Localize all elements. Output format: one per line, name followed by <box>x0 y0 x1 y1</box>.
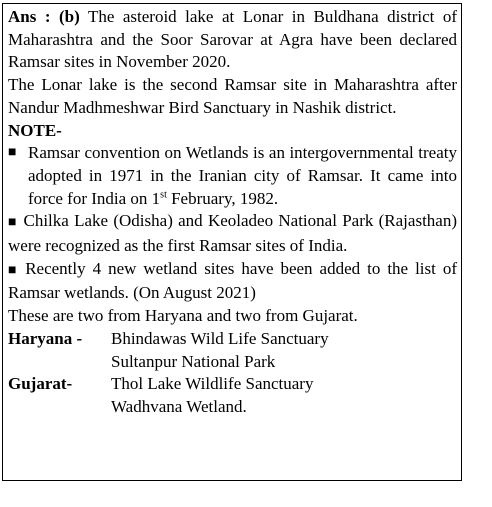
site-name: Sultanpur National Park <box>111 351 276 371</box>
bullet-item-new-sites <box>8 258 457 305</box>
bullet-text: Ramsar convention on Wetlands is an intergovernmental treaty adopted in 1971 in the Iranian city of Ramsar. It came into force for India on 1 <box>28 143 457 208</box>
bullet-text-end: February, 1982. <box>166 188 279 208</box>
answer-box <box>2 3 462 481</box>
lonar-paragraph: The Lonar lake is the second Ramsar site in Maharashtra after Nandur Madhmeshwar Bird Sanctuary in Nashik district. <box>8 75 457 117</box>
answer-prefix: Ans : (b) <box>8 7 80 26</box>
site-name: Wadhvana Wetland. <box>111 396 247 416</box>
site-name: Thol Lake Wildlife Sanctuary <box>111 374 314 394</box>
site-name: Bhindawas Wild Life Sanctuary <box>111 328 329 348</box>
summary-line: These are two from Haryana and two from Gujarat. <box>8 306 358 326</box>
note-label: NOTE- <box>8 120 62 140</box>
bullet-text: Recently 4 new wetland sites have been added to the list of Ramsar wetlands. (On August 2021) <box>8 258 457 303</box>
ordinal-superscript: st <box>160 188 167 200</box>
bullet-square-icon: ■ <box>8 215 18 231</box>
bullet-item-ramsar-convention <box>8 142 457 210</box>
bullet-square-icon: ■ <box>8 262 20 278</box>
answer-text: The asteroid lake at Lonar in Buldhana district of Maharashtra and the Soor Sarovar at Agra have been declared Ramsar sites in November 2020. <box>8 7 457 72</box>
answer-paragraph <box>8 6 457 74</box>
state-row-gujarat <box>8 373 457 396</box>
state-label: Haryana - <box>8 328 83 348</box>
bullet-item-first-sites <box>8 210 457 257</box>
state-row-haryana <box>8 328 457 351</box>
bullet-square-icon: ■ <box>8 145 17 161</box>
bullet-text: Chilka Lake (Odisha) and Keoladeo National Park (Rajasthan) were recognized as the first Ramsar sites of India. <box>8 211 457 256</box>
state-label: Gujarat- <box>8 374 73 394</box>
